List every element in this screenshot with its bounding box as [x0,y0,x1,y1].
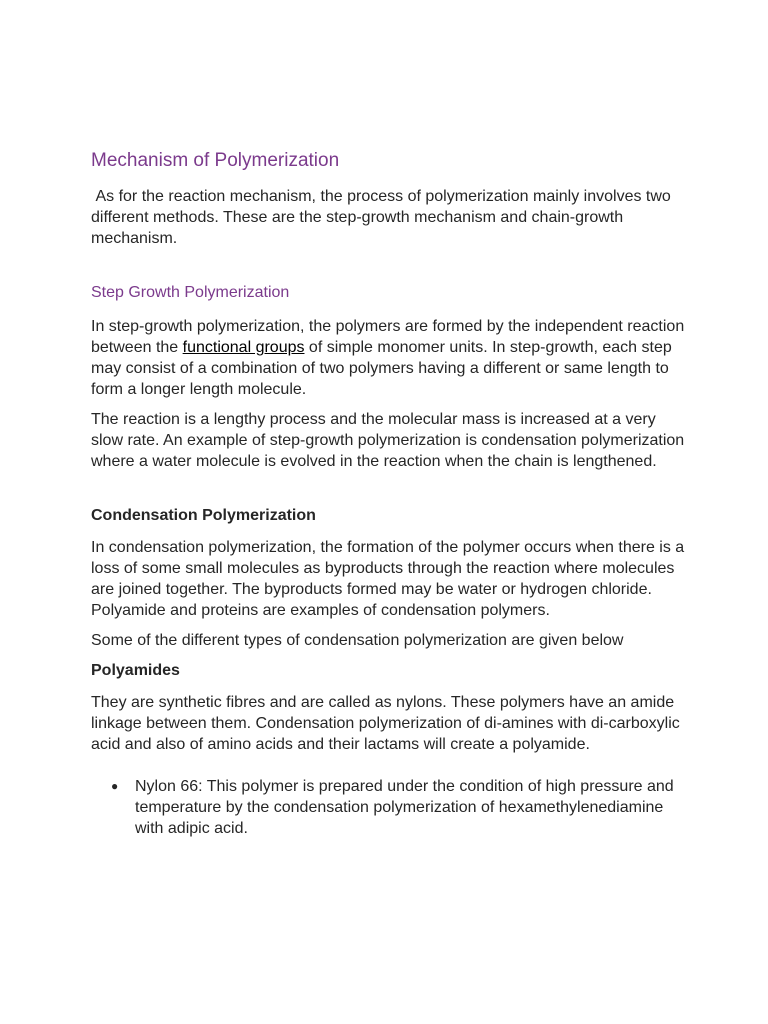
step-growth-p1-after: of simple monomer units. In step-growth, each step may consist of a combination of two polymers having a different or same length to form a longer length molecule. [91,339,672,398]
step-growth-heading: Step Growth Polymerization [91,284,290,301]
condensation-paragraph-2: Some of the different types of condensation polymerization are given below [91,632,624,649]
condensation-heading: Condensation Polymerization [91,507,316,524]
intro-paragraph: As for the reaction mechanism, the process of polymerization mainly involves two different methods. These are the step-growth mechanism and chain-growth mechanism. [91,188,676,247]
step-growth-paragraph-2: The reaction is a lengthy process and the molecular mass is increased at a very slow rate. An example of step-growth polymerization is condensation polymerization where a water molecule is evolved in the reaction when the chain is lengthened. [91,411,685,470]
polyamides-paragraph: They are synthetic fibres and are called as nylons. These polymers have an amide linkage between them. Condensation polymerization of di-amines with di-carboxylic acid and also of amino acids and their lactams will create a polyamide. [91,694,680,753]
bullet-icon: ● [111,779,119,793]
page-title: Mechanism of Polymerization [91,150,340,171]
functional-groups-link[interactable]: functional groups [182,339,305,356]
polyamides-heading: Polyamides [91,662,180,679]
list-item [91,776,691,839]
step-growth-p1-before: In step-growth polymerization, the polymers are formed by the independent reaction between the [91,318,685,356]
document-page [91,148,691,839]
step-growth-paragraph-1 [91,316,691,400]
condensation-paragraph-1: In condensation polymerization, the formation of the polymer occurs when there is a loss of some small molecules as byproducts through the reaction where molecules are joined together. The byproducts formed may be water or hydrogen chloride. Polyamide and proteins are examples of condensation polymers. [91,539,685,619]
polyamides-list [91,776,691,839]
list-item-text: Nylon 66: This polymer is prepared under the condition of high pressure and temperature by the condensation polymerization of hexamethylenediamine with adipic acid. [135,778,674,837]
